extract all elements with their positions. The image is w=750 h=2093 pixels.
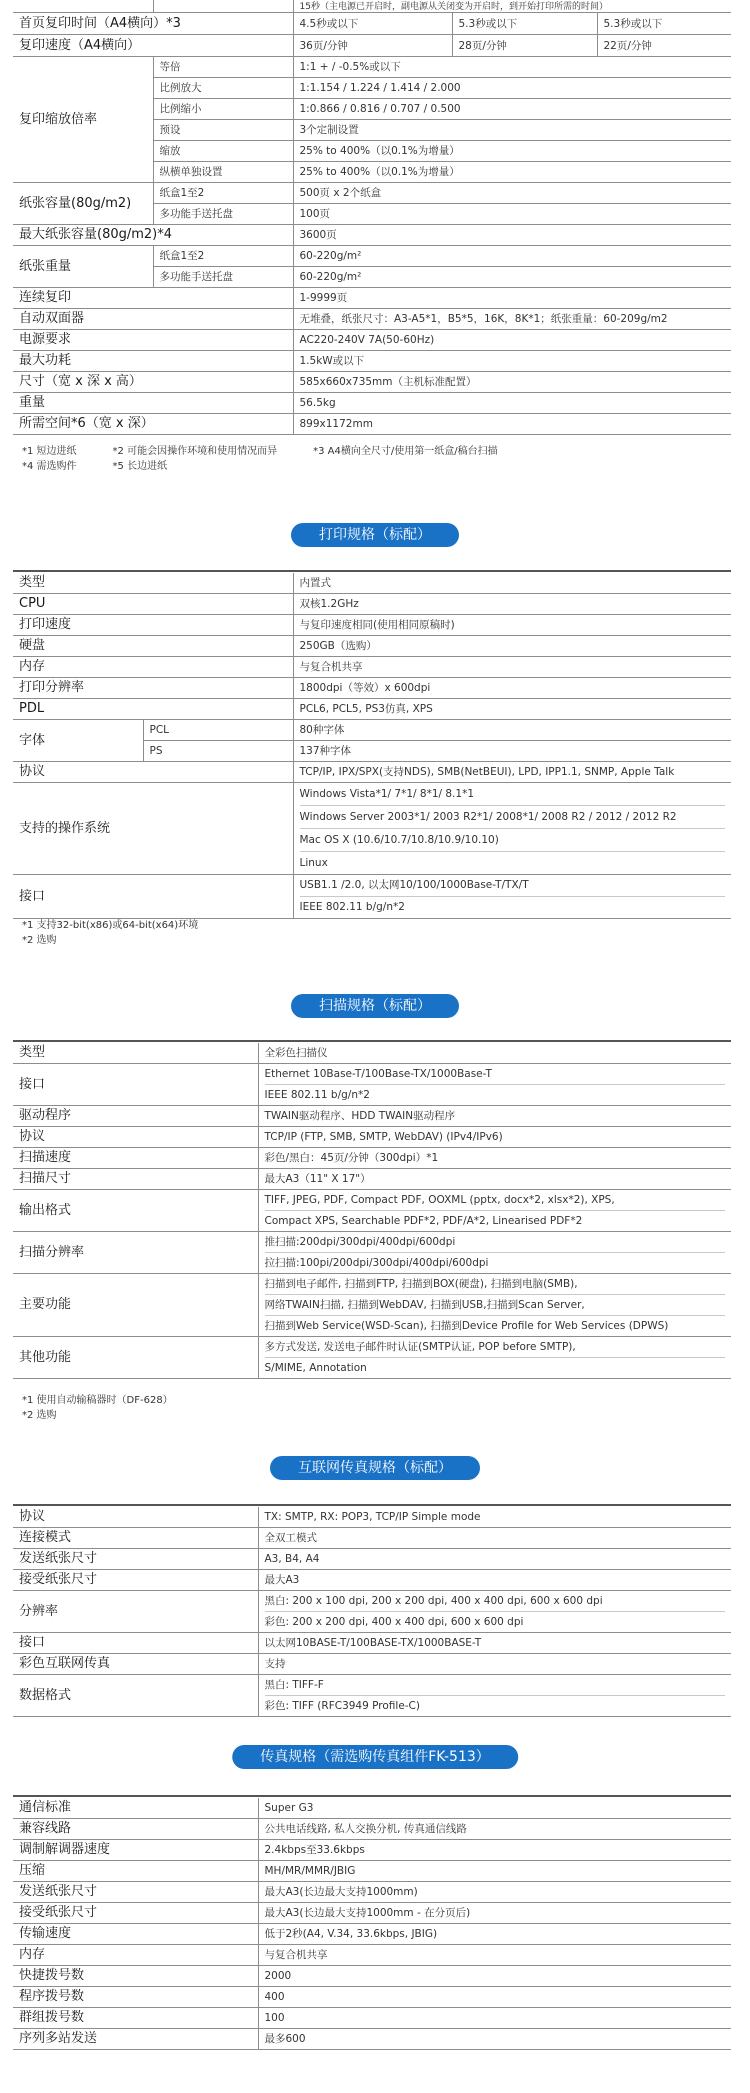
note-text: *2 选购: [22, 1410, 57, 1421]
table-row: [13, 1528, 731, 1549]
row-label: 接受纸张尺寸: [13, 1570, 258, 1591]
row-label: 扫描分辨率: [13, 1232, 258, 1274]
value-line: IEEE 802.11 b/g/n*2: [264, 1089, 370, 1101]
row-sub: 纸盒1至2: [153, 246, 293, 267]
row-value: 1.5kW或以下: [293, 351, 731, 372]
row-sub: PCL: [143, 720, 293, 741]
row-value: 60-220g/m²: [293, 246, 731, 267]
value-line: 彩色: TIFF (RFC3949 Profile-C): [264, 1700, 420, 1712]
row-label: 重量: [13, 393, 293, 414]
table-row: [13, 720, 731, 741]
row-value: 100页: [293, 204, 731, 225]
table-row: [13, 1127, 731, 1148]
row-label: 硬盘: [13, 636, 293, 657]
note-text: *1 短边进纸: [22, 446, 77, 457]
row-value: 400: [258, 1987, 731, 2008]
row-sub: 等倍: [153, 57, 293, 78]
copy-notes: [22, 444, 534, 474]
value-line: USB1.1 /2.0, 以太网10/100/1000Base-T/TX/T: [300, 875, 726, 897]
table-row: [13, 699, 731, 720]
row-value: A3, B4, A4: [258, 1549, 731, 1570]
note-line: [22, 918, 234, 933]
value-line: 拉扫描:100pi/200dpi/300dpi/400dpi/600dpi: [264, 1257, 489, 1269]
row-value: 100: [258, 2008, 731, 2029]
table-row: [13, 288, 731, 309]
row-value: 28页/分钟: [452, 35, 597, 57]
row-label: 主要功能: [13, 1274, 258, 1337]
row-value: 1:1 + / -0.5%或以下: [293, 57, 731, 78]
row-value: 无堆叠，纸张尺寸：A3-A5*1，B5*5，16K，8K*1；纸张重量：60-209g/m2: [293, 309, 731, 330]
table-row: [13, 0, 731, 13]
row-value: 2000: [258, 1966, 731, 1987]
row-label: 电源要求: [13, 330, 293, 351]
row-label: CPU: [13, 594, 293, 615]
value-line: 多方式发送, 发送电子邮件时认证(SMTP认证, POP before SMTP),: [265, 1337, 726, 1358]
table-row: [13, 1064, 731, 1106]
table-row: [13, 1966, 731, 1987]
value-line: Compact XPS, Searchable PDF*2, PDF/A*2, Linearised PDF*2: [264, 1215, 583, 1227]
row-label: 最大功耗: [13, 351, 293, 372]
table-row: [13, 309, 731, 330]
value-line: Ethernet 10Base-T/100Base-TX/1000Base-T: [265, 1064, 726, 1085]
table-row: [13, 183, 731, 204]
row-label: 协议: [13, 1507, 258, 1528]
value-line: 黑白: 200 x 100 dpi, 200 x 200 dpi, 400 x 400 dpi, 600 x 600 dpi: [265, 1591, 726, 1612]
note-text: *2 选购: [22, 935, 57, 946]
value-line: S/MIME, Annotation: [264, 1362, 367, 1374]
value-line: 网络TWAIN扫描, 扫描到WebDAV, 扫描到USB,扫描到Scan Server,: [265, 1295, 726, 1316]
table-row: [13, 1274, 731, 1337]
value-line: Windows Vista*1/ 7*1/ 8*1/ 8.1*1: [300, 783, 726, 806]
row-label: 最大纸张容量(80g/m2)*4: [13, 225, 293, 246]
row-label: [13, 0, 153, 13]
note-line: [22, 933, 234, 948]
table-row: [13, 636, 731, 657]
table-row: [13, 678, 731, 699]
row-value: 3600页: [293, 225, 731, 246]
value-line: 扫描到Web Service(WSD-Scan), 扫描到Device Profile for Web Services (DPWS): [264, 1320, 669, 1332]
row-label: 接口: [13, 875, 293, 919]
table-row: [13, 1903, 731, 1924]
capacity-label: 纸张容量(80g/m2): [13, 183, 153, 225]
table-row: [13, 615, 731, 636]
row-sub: 多功能手送托盘: [153, 267, 293, 288]
value-line: Mac OS X (10.6/10.7/10.8/10.9/10.10): [300, 829, 726, 852]
row-value: 15秒（主电源已开启时，副电源从关闭变为开启时，到开始打印所需的时间）: [293, 0, 731, 13]
row-label: 快捷拨号数: [13, 1966, 258, 1987]
interface-values: [293, 875, 731, 919]
table-row: [13, 2029, 731, 2050]
value-line: Windows Server 2003*1/ 2003 R2*1/ 2008*1/ 2008 R2 / 2012 / 2012 R2: [300, 806, 726, 829]
os-values: [293, 783, 731, 875]
table-row: [13, 1882, 731, 1903]
table-row: [13, 1945, 731, 1966]
row-value: 以太网10BASE-T/100BASE-TX/1000BASE-T: [258, 1633, 731, 1654]
row-label: 接受纸张尺寸: [13, 1903, 258, 1924]
row-label: 序列多站发送: [13, 2029, 258, 2050]
row-label: 支持的操作系统: [13, 783, 293, 875]
table-row: [13, 1570, 731, 1591]
table-row: [13, 1337, 731, 1379]
row-values: [258, 1337, 731, 1379]
table-row: [13, 1861, 731, 1882]
row-label: 协议: [13, 762, 293, 783]
table-row: [13, 1654, 731, 1675]
row-sub: 纵横单独设置: [153, 162, 293, 183]
row-label: 扫描尺寸: [13, 1169, 258, 1190]
table-row: [13, 1924, 731, 1945]
zoom-label: 复印缩放倍率: [13, 57, 153, 183]
row-sub: 纸盒1至2: [153, 183, 293, 204]
table-row: [13, 1232, 731, 1274]
row-label: 自动双面器: [13, 309, 293, 330]
row-label: 类型: [13, 573, 293, 594]
row-value: 双核1.2GHz: [293, 594, 731, 615]
table-row: [13, 2008, 731, 2029]
row-value: 1:0.866 / 0.816 / 0.707 / 0.500: [293, 99, 731, 120]
row-value: 全彩色扫描仪: [258, 1043, 731, 1064]
row-label: 发送纸张尺寸: [13, 1549, 258, 1570]
table-row: [13, 330, 731, 351]
row-label: PDL: [13, 699, 293, 720]
row-value: TCP/IP (FTP, SMB, SMTP, WebDAV) (IPv4/IPv6): [258, 1127, 731, 1148]
row-label: 连续复印: [13, 288, 293, 309]
ifax-spec-table: [13, 1504, 731, 1717]
note-text: *2 可能会因操作环境和使用情况而异: [112, 446, 278, 457]
table-row: [13, 225, 731, 246]
note-text: *3 A4横向全尺寸/使用第一纸盒/稿台扫描: [313, 446, 498, 457]
row-value: 60-220g/m²: [293, 267, 731, 288]
row-values: [258, 1675, 731, 1717]
row-label: 群组拨号数: [13, 2008, 258, 2029]
table-row: [13, 1819, 731, 1840]
row-value: 80种字体: [293, 720, 731, 741]
note-text: *4 需选购件: [22, 461, 77, 472]
table-row: [13, 13, 731, 35]
row-label: 类型: [13, 1043, 258, 1064]
row-value: 500页 x 2个纸盒: [293, 183, 731, 204]
table-row: [13, 35, 731, 57]
table-row: [13, 351, 731, 372]
scan-spec-table: [13, 1040, 731, 1379]
row-sub: 缩放: [153, 141, 293, 162]
row-value: 与复合机共享: [293, 657, 731, 678]
note-text: *1 使用自动输稿器时（DF-628）: [22, 1395, 173, 1406]
row-value: 22页/分钟: [597, 35, 731, 57]
row-sub: [153, 0, 293, 13]
row-label: 首页复印时间（A4横向）*3: [13, 13, 293, 35]
table-row: [13, 1798, 731, 1819]
row-value: TWAIN驱动程序、HDD TWAIN驱动程序: [258, 1106, 731, 1127]
row-value: 5.3秒或以下: [452, 13, 597, 35]
row-values: [258, 1274, 731, 1337]
table-row: [13, 393, 731, 414]
row-value: 36页/分钟: [293, 35, 452, 57]
row-value: 56.5kg: [293, 393, 731, 414]
row-value: 与复印速度相同(使用相同原稿时): [293, 615, 731, 636]
row-values: [258, 1064, 731, 1106]
row-label: 其他功能: [13, 1337, 258, 1379]
value-line: IEEE 802.11 b/g/n*2: [299, 901, 405, 913]
row-label: 协议: [13, 1127, 258, 1148]
row-values: [258, 1591, 731, 1633]
table-row: [13, 1591, 731, 1633]
row-label: 接口: [13, 1064, 258, 1106]
row-label: 复印速度（A4横向）: [13, 35, 293, 57]
note-line: [22, 444, 534, 459]
row-value: 低于2秒(A4, V.34, 33.6kbps, JBIG): [258, 1924, 731, 1945]
row-value: 899x1172mm: [293, 414, 731, 435]
row-value: TCP/IP, IPX/SPX(支持NDS), SMB(NetBEUI), LPD, IPP1.1, SNMP, Apple Talk: [293, 762, 731, 783]
row-value: 3个定制设置: [293, 120, 731, 141]
value-line: TIFF, JPEG, PDF, Compact PDF, OOXML (pptx, docx*2, xlsx*2), XPS,: [265, 1190, 726, 1211]
value-line: 黑白: TIFF-F: [265, 1675, 726, 1696]
row-value: 内置式: [293, 573, 731, 594]
font-label: 字体: [13, 720, 143, 762]
note-line: [22, 1393, 209, 1408]
row-label: 接口: [13, 1633, 258, 1654]
value-line: 推扫描:200dpi/300dpi/400dpi/600dpi: [265, 1232, 726, 1253]
value-line: 扫描到电子邮件, 扫描到FTP, 扫描到BOX(硬盘), 扫描到电脑(SMB),: [265, 1274, 726, 1295]
row-value: 支持: [258, 1654, 731, 1675]
row-label: 输出格式: [13, 1190, 258, 1232]
row-label: 所需空间*6（宽 x 深）: [13, 414, 293, 435]
row-value: 25% to 400%（以0.1%为增量）: [293, 141, 731, 162]
row-value: 彩色/黑白：45页/分钟（300dpi）*1: [258, 1148, 731, 1169]
row-value: 最大A3(长边最大支持1000mm): [258, 1882, 731, 1903]
row-label: 数据格式: [13, 1675, 258, 1717]
table-row: [13, 1148, 731, 1169]
table-row: [13, 1675, 731, 1717]
table-row: [13, 762, 731, 783]
table-row: [13, 1190, 731, 1232]
row-value: 1-9999页: [293, 288, 731, 309]
table-row: [13, 1507, 731, 1528]
fax-spec-table: [13, 1795, 731, 2050]
copy-spec-table: [13, 0, 731, 435]
row-label: 扫描速度: [13, 1148, 258, 1169]
row-values: [258, 1232, 731, 1274]
table-row: [13, 414, 731, 435]
scan-notes: [22, 1393, 209, 1423]
table-row: [13, 57, 731, 78]
table-row: [13, 246, 731, 267]
row-value: 4.5秒或以下: [293, 13, 452, 35]
table-row: [13, 1633, 731, 1654]
fax-spec-title: 传真规格（需选购传真组件FK-513）: [232, 1745, 518, 1769]
row-label: 调制解调器速度: [13, 1840, 258, 1861]
note-text: *5 长边进纸: [112, 461, 168, 472]
row-sub: 比例放大: [153, 78, 293, 99]
row-value: 全双工模式: [258, 1528, 731, 1549]
table-row: [13, 573, 731, 594]
row-label: 连接模式: [13, 1528, 258, 1549]
table-row: [13, 657, 731, 678]
row-value: 最多600: [258, 2029, 731, 2050]
row-label: 内存: [13, 1945, 258, 1966]
row-label: 内存: [13, 657, 293, 678]
print-spec-title: 打印规格（标配）: [291, 523, 459, 547]
value-line: Linux: [299, 857, 328, 869]
row-value: 与复合机共享: [258, 1945, 731, 1966]
table-row: [13, 1987, 731, 2008]
value-line: 彩色: 200 x 200 dpi, 400 x 400 dpi, 600 x 600 dpi: [264, 1616, 524, 1628]
row-label: 压缩: [13, 1861, 258, 1882]
row-value: 137种字体: [293, 741, 731, 762]
table-row: [13, 372, 731, 393]
row-value: AC220-240V 7A(50-60Hz): [293, 330, 731, 351]
row-values: [258, 1190, 731, 1232]
row-label: 打印速度: [13, 615, 293, 636]
print-spec-table: [13, 570, 731, 919]
print-notes: [22, 918, 234, 948]
row-value: 585x660x735mm（主机标准配置）: [293, 372, 731, 393]
row-value: 1:1.154 / 1.224 / 1.414 / 2.000: [293, 78, 731, 99]
scan-spec-title: 扫描规格（标配）: [291, 994, 459, 1018]
row-label: 发送纸张尺寸: [13, 1882, 258, 1903]
table-row: [13, 1549, 731, 1570]
row-label: 尺寸（宽 x 深 x 高）: [13, 372, 293, 393]
table-row: [13, 783, 731, 875]
row-sub: 多功能手送托盘: [153, 204, 293, 225]
row-value: 1800dpi（等效）x 600dpi: [293, 678, 731, 699]
row-label: 彩色互联网传真: [13, 1654, 258, 1675]
row-label: 驱动程序: [13, 1106, 258, 1127]
row-value: PCL6, PCL5, PS3仿真, XPS: [293, 699, 731, 720]
row-value: 2.4kbps至33.6kbps: [258, 1840, 731, 1861]
table-row: [13, 1043, 731, 1064]
row-sub: 比例缩小: [153, 99, 293, 120]
table-row: [13, 594, 731, 615]
table-row: [13, 1169, 731, 1190]
row-label: 传输速度: [13, 1924, 258, 1945]
row-value: TX: SMTP, RX: POP3, TCP/IP Simple mode: [258, 1507, 731, 1528]
row-value: MH/MR/MMR/JBIG: [258, 1861, 731, 1882]
table-row: [13, 875, 731, 919]
row-value: 最大A3: [258, 1570, 731, 1591]
row-label: 兼容线路: [13, 1819, 258, 1840]
row-value: 25% to 400%（以0.1%为增量）: [293, 162, 731, 183]
note-line: [22, 1408, 209, 1423]
row-label: 通信标准: [13, 1798, 258, 1819]
row-sub: 预设: [153, 120, 293, 141]
table-row: [13, 1840, 731, 1861]
row-value: Super G3: [258, 1798, 731, 1819]
row-label: 分辨率: [13, 1591, 258, 1633]
row-label: 打印分辨率: [13, 678, 293, 699]
table-row: [13, 1106, 731, 1127]
ifax-spec-title: 互联网传真规格（标配）: [270, 1456, 480, 1480]
row-value: 5.3秒或以下: [597, 13, 731, 35]
note-text: *1 支持32-bit(x86)或64-bit(x64)环境: [22, 920, 199, 931]
row-value: 250GB（选购）: [293, 636, 731, 657]
row-label: 程序拨号数: [13, 1987, 258, 2008]
note-line: [22, 459, 534, 474]
row-sub: PS: [143, 741, 293, 762]
row-value: 最大A3（11" X 17"）: [258, 1169, 731, 1190]
row-value: 最大A3(长边最大支持1000mm - 在分页后): [258, 1903, 731, 1924]
weight-label: 纸张重量: [13, 246, 153, 288]
row-value: 公共电话线路, 私人交换分机, 传真通信线路: [258, 1819, 731, 1840]
